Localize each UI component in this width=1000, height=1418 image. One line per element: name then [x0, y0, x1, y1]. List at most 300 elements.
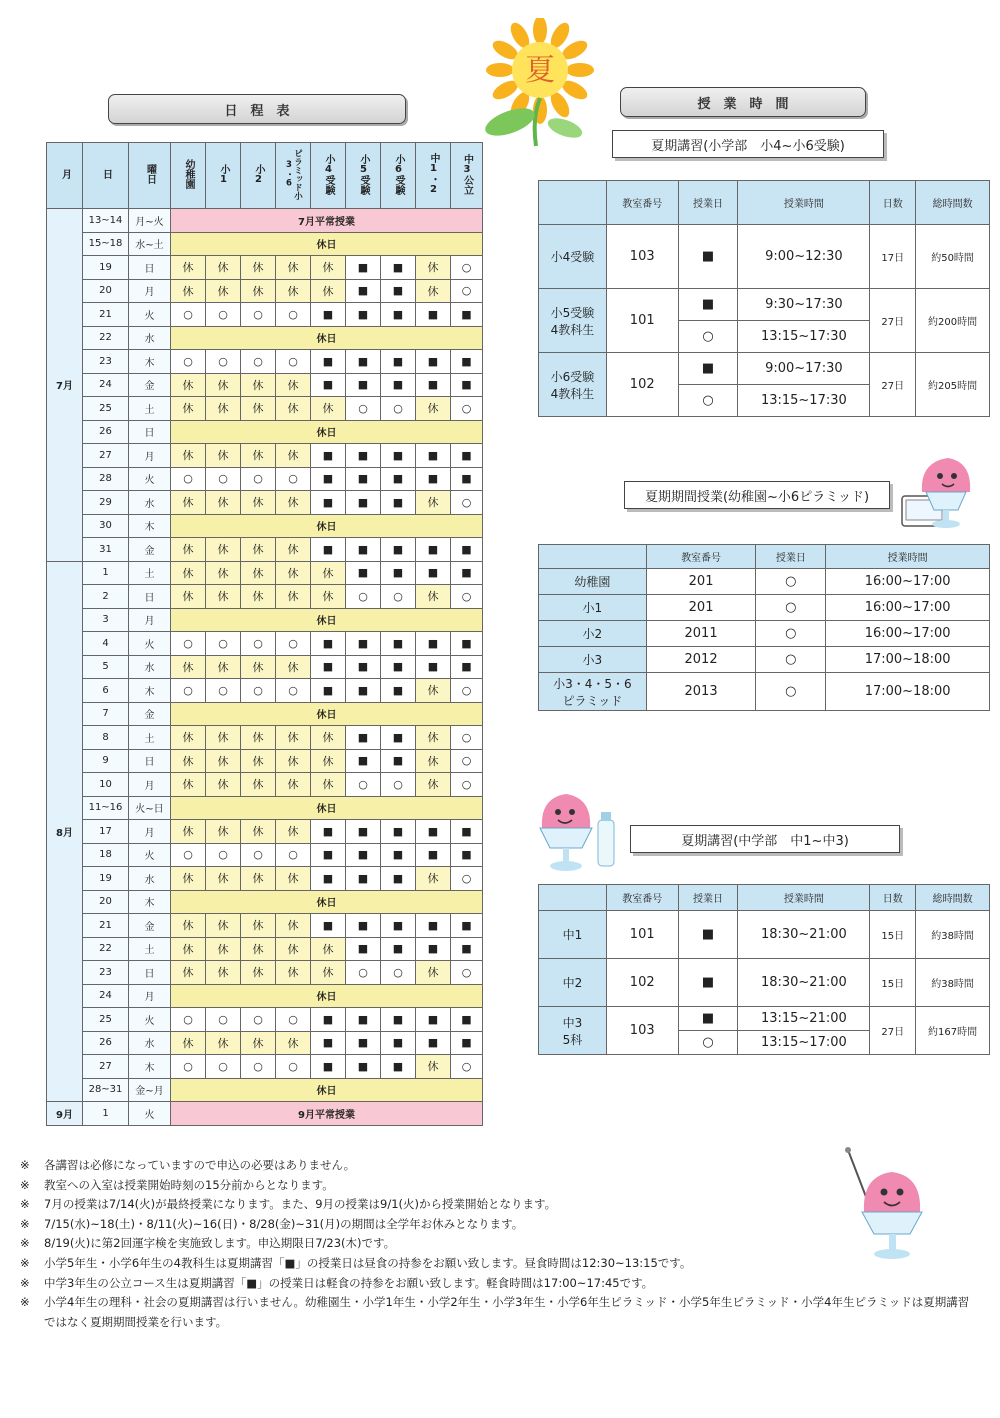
- schedule-row: [47, 914, 483, 938]
- off-cell: 休: [171, 561, 206, 585]
- class-mark-square: ■: [416, 561, 451, 585]
- month-cell: 7月: [47, 209, 83, 562]
- class-mark-square: ■: [381, 279, 416, 303]
- class-mark-circle: ○: [451, 397, 483, 421]
- class-mark-square: ■: [311, 679, 346, 703]
- class-mark-circle: ○: [276, 303, 311, 327]
- day-cell: 25: [83, 1008, 129, 1032]
- off-cell: 休: [311, 279, 346, 303]
- weekday-cell: 水: [129, 867, 171, 891]
- weekday-cell: 水: [129, 1031, 171, 1055]
- weekday-cell: 火: [129, 632, 171, 656]
- class-mark-circle: ○: [276, 467, 311, 491]
- class-time-cell: 13:15~17:00: [738, 1031, 870, 1055]
- holiday-band: 休日: [171, 890, 483, 914]
- class-mark-square: ■: [416, 373, 451, 397]
- note-item: [20, 1156, 980, 1176]
- day-cell: 18: [83, 843, 129, 867]
- class-mark-square: ■: [311, 843, 346, 867]
- off-cell: 休: [276, 820, 311, 844]
- off-cell: 休: [206, 561, 241, 585]
- off-cell: 休: [206, 914, 241, 938]
- note-text: 小学5年生・小学6年生の4教科生は夏期講習「■」の授業日は昼食の持参をお願い致します。昼食時間は12:30~13:15です。: [44, 1255, 692, 1270]
- class-mark-square: ■: [451, 538, 483, 562]
- class-mark-square: ■: [416, 632, 451, 656]
- schedule-row: [47, 585, 483, 609]
- off-cell: 休: [416, 961, 451, 985]
- elem-header-day: 授業日: [678, 181, 738, 225]
- class-mark-circle: ○: [171, 1055, 206, 1079]
- off-cell: 休: [311, 561, 346, 585]
- off-cell: 休: [241, 1031, 276, 1055]
- off-cell: 休: [241, 373, 276, 397]
- class-mark-square: ■: [381, 350, 416, 374]
- holiday-band: 休日: [171, 420, 483, 444]
- holiday-band: 休日: [171, 702, 483, 726]
- day-cell: 5: [83, 655, 129, 679]
- days-cell: 15日: [870, 959, 916, 1007]
- period-row: [539, 595, 990, 621]
- day-cell: 23: [83, 961, 129, 985]
- period-row: [539, 569, 990, 595]
- weekday-cell: 土: [129, 561, 171, 585]
- class-mark-square: ■: [381, 538, 416, 562]
- jh-header-blank: [539, 885, 607, 911]
- class-mark-circle: ○: [241, 632, 276, 656]
- note-item: [20, 1176, 980, 1196]
- room-cell: 103: [606, 1007, 678, 1055]
- off-cell: 休: [276, 961, 311, 985]
- schedule-row: [47, 961, 483, 985]
- total-hours-cell: 約167時間: [916, 1007, 990, 1055]
- class-day-mark-cell: ■: [678, 1007, 738, 1031]
- class-mark-square: ■: [451, 444, 483, 468]
- class-mark-circle: ○: [346, 773, 381, 797]
- class-mark-square: ■: [381, 679, 416, 703]
- class-mark-circle: ○: [451, 749, 483, 773]
- day-cell: 8: [83, 726, 129, 750]
- day-cell: 27: [83, 1055, 129, 1079]
- note-text: 中学3年生の公立コース生は夏期講習「■」の授業日は軽食の持参をお願い致します。軽食時間は17:00~17:45です。: [44, 1275, 654, 1290]
- header-grade1: 小1: [206, 143, 241, 209]
- class-time-cell: 18:30~21:00: [738, 959, 870, 1007]
- course-name-cell: 中2: [539, 959, 607, 1007]
- class-day-mark-cell: ■: [678, 959, 738, 1007]
- schedule-row: [47, 561, 483, 585]
- class-mark-square: ■: [451, 1008, 483, 1032]
- class-mark-square: ■: [311, 1031, 346, 1055]
- off-cell: 休: [276, 397, 311, 421]
- weekday-cell: 月: [129, 773, 171, 797]
- note-mark: ※: [20, 1197, 30, 1212]
- class-mark-square: ■: [381, 444, 416, 468]
- off-cell: 休: [241, 279, 276, 303]
- header-kindergarten: 幼稚園: [171, 143, 206, 209]
- off-cell: 休: [171, 491, 206, 515]
- off-cell: 休: [206, 749, 241, 773]
- off-cell: 休: [276, 726, 311, 750]
- off-cell: 休: [311, 749, 346, 773]
- schedule-table: [46, 142, 483, 1126]
- note-item: [20, 1234, 980, 1254]
- elem-header-total: 総時間数: [916, 181, 990, 225]
- class-day-mark-cell: ○: [756, 595, 826, 621]
- class-mark-circle: ○: [381, 773, 416, 797]
- holiday-band: 休日: [171, 608, 483, 632]
- off-cell: 休: [171, 726, 206, 750]
- class-mark-square: ■: [346, 373, 381, 397]
- weekday-cell: 月~火: [129, 209, 171, 233]
- class-mark-square: ■: [451, 655, 483, 679]
- class-mark-square: ■: [381, 256, 416, 280]
- class-time-cell: 9:00~17:30: [738, 353, 870, 385]
- class-mark-square: ■: [346, 726, 381, 750]
- class-mark-circle: ○: [276, 843, 311, 867]
- day-cell: 26: [83, 1031, 129, 1055]
- weekday-cell: 金: [129, 538, 171, 562]
- off-cell: 休: [171, 914, 206, 938]
- class-mark-circle: ○: [241, 1008, 276, 1032]
- class-mark-square: ■: [381, 1055, 416, 1079]
- schedule-row: [47, 232, 483, 256]
- schedule-row: [47, 373, 483, 397]
- class-mark-circle: ○: [206, 350, 241, 374]
- schedule-row: [47, 773, 483, 797]
- class-mark-circle: ○: [276, 679, 311, 703]
- day-cell: 26: [83, 420, 129, 444]
- course-name-cell: 小3: [539, 647, 647, 673]
- class-mark-square: ■: [381, 467, 416, 491]
- note-mark: ※: [20, 1158, 30, 1172]
- shaved-ice-bottle-character-icon: [536, 790, 622, 876]
- schedule-row: [47, 256, 483, 280]
- class-day-mark-cell: ○: [678, 385, 738, 417]
- class-mark-square: ■: [381, 749, 416, 773]
- off-cell: 休: [416, 867, 451, 891]
- schedule-row: [47, 984, 483, 1008]
- off-cell: 休: [171, 279, 206, 303]
- off-cell: 休: [276, 937, 311, 961]
- class-mark-square: ■: [416, 655, 451, 679]
- class-mark-circle: ○: [381, 585, 416, 609]
- class-mark-square: ■: [381, 914, 416, 938]
- days-cell: 17日: [870, 225, 916, 289]
- day-cell: 13~14: [83, 209, 129, 233]
- day-cell: 24: [83, 984, 129, 1008]
- day-cell: 25: [83, 397, 129, 421]
- day-cell: 29: [83, 491, 129, 515]
- class-mark-square: ■: [346, 820, 381, 844]
- class-mark-square: ■: [346, 467, 381, 491]
- off-cell: 休: [241, 867, 276, 891]
- note-text: 7/15(水)~18(土)・8/11(火)~16(日)・8/28(金)~31(月)の期間は全学年お休みとなります。: [44, 1216, 524, 1231]
- hours-row: [539, 959, 990, 1007]
- sunflower-summer-logo-icon: [470, 18, 610, 148]
- class-mark-circle: ○: [241, 679, 276, 703]
- class-mark-square: ■: [311, 491, 346, 515]
- course-name-cell: 幼稚園: [539, 569, 647, 595]
- off-cell: 休: [241, 773, 276, 797]
- summer-elem-table: [538, 180, 990, 417]
- off-cell: 休: [276, 655, 311, 679]
- off-cell: 休: [416, 679, 451, 703]
- header-pyramid: ピラミッド小3・6: [276, 143, 311, 209]
- schedule-row: [47, 303, 483, 327]
- class-mark-square: ■: [346, 1031, 381, 1055]
- off-cell: 休: [276, 538, 311, 562]
- room-cell: 201: [646, 595, 756, 621]
- schedule-row: [47, 655, 483, 679]
- class-mark-square: ■: [416, 937, 451, 961]
- header-jh3-public: 中3公立: [451, 143, 483, 209]
- schedule-row: [47, 632, 483, 656]
- off-cell: 休: [241, 256, 276, 280]
- off-cell: 休: [416, 749, 451, 773]
- day-cell: 23: [83, 350, 129, 374]
- summer-period-label: 夏期期間授業(幼稚園~小6ピラミッド): [624, 481, 890, 509]
- off-cell: 休: [206, 1031, 241, 1055]
- total-hours-cell: 約205時間: [916, 353, 990, 417]
- off-cell: 休: [276, 256, 311, 280]
- class-mark-square: ■: [381, 1031, 416, 1055]
- class-mark-circle: ○: [206, 1055, 241, 1079]
- off-cell: 休: [416, 585, 451, 609]
- off-cell: 休: [206, 773, 241, 797]
- class-mark-circle: ○: [171, 350, 206, 374]
- class-mark-circle: ○: [171, 679, 206, 703]
- weekday-cell: 金~月: [129, 1078, 171, 1102]
- weekday-cell: 火: [129, 843, 171, 867]
- off-cell: 休: [241, 749, 276, 773]
- off-cell: 休: [311, 937, 346, 961]
- total-hours-cell: 約200時間: [916, 289, 990, 353]
- weekday-cell: 木: [129, 350, 171, 374]
- class-mark-circle: ○: [241, 843, 276, 867]
- note-mark: ※: [20, 1295, 30, 1310]
- class-day-mark-cell: ■: [678, 911, 738, 959]
- class-mark-square: ■: [311, 538, 346, 562]
- off-cell: 休: [241, 561, 276, 585]
- class-mark-circle: ○: [241, 350, 276, 374]
- notes-list: [20, 1156, 980, 1332]
- class-mark-circle: ○: [206, 632, 241, 656]
- class-mark-circle: ○: [346, 961, 381, 985]
- jh-header-day: 授業日: [678, 885, 738, 911]
- day-cell: 7: [83, 702, 129, 726]
- class-mark-square: ■: [311, 1008, 346, 1032]
- weekday-cell: 水~土: [129, 232, 171, 256]
- jh-header-total: 総時間数: [916, 885, 990, 911]
- off-cell: 休: [311, 256, 346, 280]
- note-text: 小学4年生の理科・社会の夏期講習は行いません。幼稚園生・小学1年生・小学2年生・小学3年生・小学6年生ピラミッド・小学5年生ピラミッド・小学4年生ピラミッドは夏期講習ではなく夏期期間授業を行います。: [44, 1295, 970, 1329]
- weekday-cell: 水: [129, 491, 171, 515]
- off-cell: 休: [311, 961, 346, 985]
- class-mark-square: ■: [416, 467, 451, 491]
- off-cell: 休: [241, 726, 276, 750]
- class-mark-circle: ○: [451, 585, 483, 609]
- period-header-blank: [539, 545, 647, 569]
- day-cell: 11~16: [83, 796, 129, 820]
- period-header-room: 教室番号: [646, 545, 756, 569]
- off-cell: 休: [206, 397, 241, 421]
- note-text: 各講習は必修になっていますので申込の必要はありません。: [44, 1158, 356, 1172]
- room-cell: 2013: [646, 673, 756, 711]
- weekday-cell: 月: [129, 279, 171, 303]
- weekday-cell: 日: [129, 585, 171, 609]
- regular-class-band: 9月平常授業: [171, 1102, 483, 1126]
- jh-header-time: 授業時間: [738, 885, 870, 911]
- schedule-row: [47, 679, 483, 703]
- note-mark: ※: [20, 1216, 30, 1231]
- off-cell: 休: [416, 279, 451, 303]
- off-cell: 休: [171, 444, 206, 468]
- day-cell: 21: [83, 303, 129, 327]
- off-cell: 休: [276, 561, 311, 585]
- schedule-row: [47, 867, 483, 891]
- class-time-cell: 13:15~17:30: [738, 321, 870, 353]
- class-mark-circle: ○: [241, 1055, 276, 1079]
- note-text: 7月の授業は7/14(火)が最終授業になります。また、9月の授業は9/1(火)から授業開始となります。: [44, 1197, 557, 1212]
- schedule-row: [47, 1008, 483, 1032]
- off-cell: 休: [206, 444, 241, 468]
- hours-row: [539, 353, 990, 385]
- weekday-cell: 土: [129, 397, 171, 421]
- days-cell: 27日: [870, 353, 916, 417]
- class-mark-square: ■: [346, 1055, 381, 1079]
- off-cell: 休: [241, 585, 276, 609]
- note-mark: ※: [20, 1275, 30, 1290]
- class-mark-square: ■: [346, 749, 381, 773]
- off-cell: 休: [171, 585, 206, 609]
- class-day-mark-cell: ○: [756, 647, 826, 673]
- class-time-cell: 16:00~17:00: [826, 595, 990, 621]
- class-day-mark-cell: ■: [678, 353, 738, 385]
- schedule-row: [47, 326, 483, 350]
- class-mark-circle: ○: [381, 961, 416, 985]
- off-cell: 休: [276, 1031, 311, 1055]
- class-time-cell: 18:30~21:00: [738, 911, 870, 959]
- class-mark-circle: ○: [451, 726, 483, 750]
- off-cell: 休: [171, 538, 206, 562]
- schedule-row: [47, 514, 483, 538]
- schedule-row: [47, 820, 483, 844]
- class-mark-square: ■: [381, 655, 416, 679]
- class-mark-square: ■: [416, 914, 451, 938]
- period-row: [539, 647, 990, 673]
- header-weekday: 曜日: [129, 143, 171, 209]
- weekday-cell: 月: [129, 984, 171, 1008]
- class-mark-circle: ○: [346, 397, 381, 421]
- class-mark-square: ■: [311, 350, 346, 374]
- weekday-cell: 水: [129, 655, 171, 679]
- schedule-row: [47, 538, 483, 562]
- class-time-cell: 16:00~17:00: [826, 621, 990, 647]
- note-item: [20, 1274, 980, 1294]
- off-cell: 休: [416, 256, 451, 280]
- room-cell: 102: [606, 959, 678, 1007]
- day-cell: 22: [83, 326, 129, 350]
- class-mark-square: ■: [311, 1055, 346, 1079]
- month-cell: 9月: [47, 1102, 83, 1126]
- off-cell: 休: [171, 773, 206, 797]
- class-mark-square: ■: [311, 467, 346, 491]
- holiday-band: 休日: [171, 984, 483, 1008]
- class-mark-square: ■: [381, 303, 416, 327]
- class-mark-square: ■: [346, 1008, 381, 1032]
- class-mark-square: ■: [451, 467, 483, 491]
- note-text: 8/19(火)に第2回運字検を実施致します。申込期限日7/23(木)です。: [44, 1236, 396, 1251]
- course-name-cell: 中3 5科: [539, 1007, 607, 1055]
- hours-row: [539, 911, 990, 959]
- off-cell: 休: [171, 749, 206, 773]
- class-mark-square: ■: [451, 820, 483, 844]
- room-cell: 101: [606, 911, 678, 959]
- day-cell: 6: [83, 679, 129, 703]
- class-mark-square: ■: [416, 444, 451, 468]
- schedule-row: [47, 444, 483, 468]
- weekday-cell: 日: [129, 961, 171, 985]
- off-cell: 休: [276, 867, 311, 891]
- weekday-cell: 木: [129, 514, 171, 538]
- period-header-day: 授業日: [756, 545, 826, 569]
- class-mark-square: ■: [346, 867, 381, 891]
- class-mark-square: ■: [381, 373, 416, 397]
- class-mark-square: ■: [346, 679, 381, 703]
- class-mark-circle: ○: [451, 679, 483, 703]
- class-mark-circle: ○: [241, 467, 276, 491]
- class-mark-square: ■: [311, 632, 346, 656]
- course-name-cell: 小4受験: [539, 225, 607, 289]
- holiday-band: 休日: [171, 1078, 483, 1102]
- schedule-row: [47, 209, 483, 233]
- class-mark-circle: ○: [451, 773, 483, 797]
- day-cell: 1: [83, 561, 129, 585]
- off-cell: 休: [206, 256, 241, 280]
- summer-jh-label: 夏期講習(中学部 中1~中3): [630, 825, 900, 853]
- day-cell: 31: [83, 538, 129, 562]
- weekday-cell: 金: [129, 373, 171, 397]
- days-cell: 27日: [870, 289, 916, 353]
- class-mark-square: ■: [416, 350, 451, 374]
- off-cell: 休: [311, 773, 346, 797]
- class-mark-circle: ○: [206, 467, 241, 491]
- off-cell: 休: [416, 1055, 451, 1079]
- off-cell: 休: [171, 937, 206, 961]
- day-cell: 1: [83, 1102, 129, 1126]
- class-mark-square: ■: [346, 279, 381, 303]
- class-time-cell: 16:00~17:00: [826, 569, 990, 595]
- class-mark-square: ■: [451, 561, 483, 585]
- day-cell: 28~31: [83, 1078, 129, 1102]
- day-cell: 10: [83, 773, 129, 797]
- class-mark-square: ■: [416, 1008, 451, 1032]
- off-cell: 休: [276, 749, 311, 773]
- off-cell: 休: [416, 773, 451, 797]
- weekday-cell: 月: [129, 444, 171, 468]
- schedule-row: [47, 796, 483, 820]
- schedule-row: [47, 350, 483, 374]
- weekday-cell: 水: [129, 326, 171, 350]
- summer-period-table: [538, 544, 990, 711]
- class-mark-square: ■: [416, 1031, 451, 1055]
- day-cell: 4: [83, 632, 129, 656]
- header-grade2: 小2: [241, 143, 276, 209]
- off-cell: 休: [416, 397, 451, 421]
- hours-row: [539, 289, 990, 321]
- off-cell: 休: [171, 397, 206, 421]
- off-cell: 休: [276, 444, 311, 468]
- class-mark-square: ■: [346, 538, 381, 562]
